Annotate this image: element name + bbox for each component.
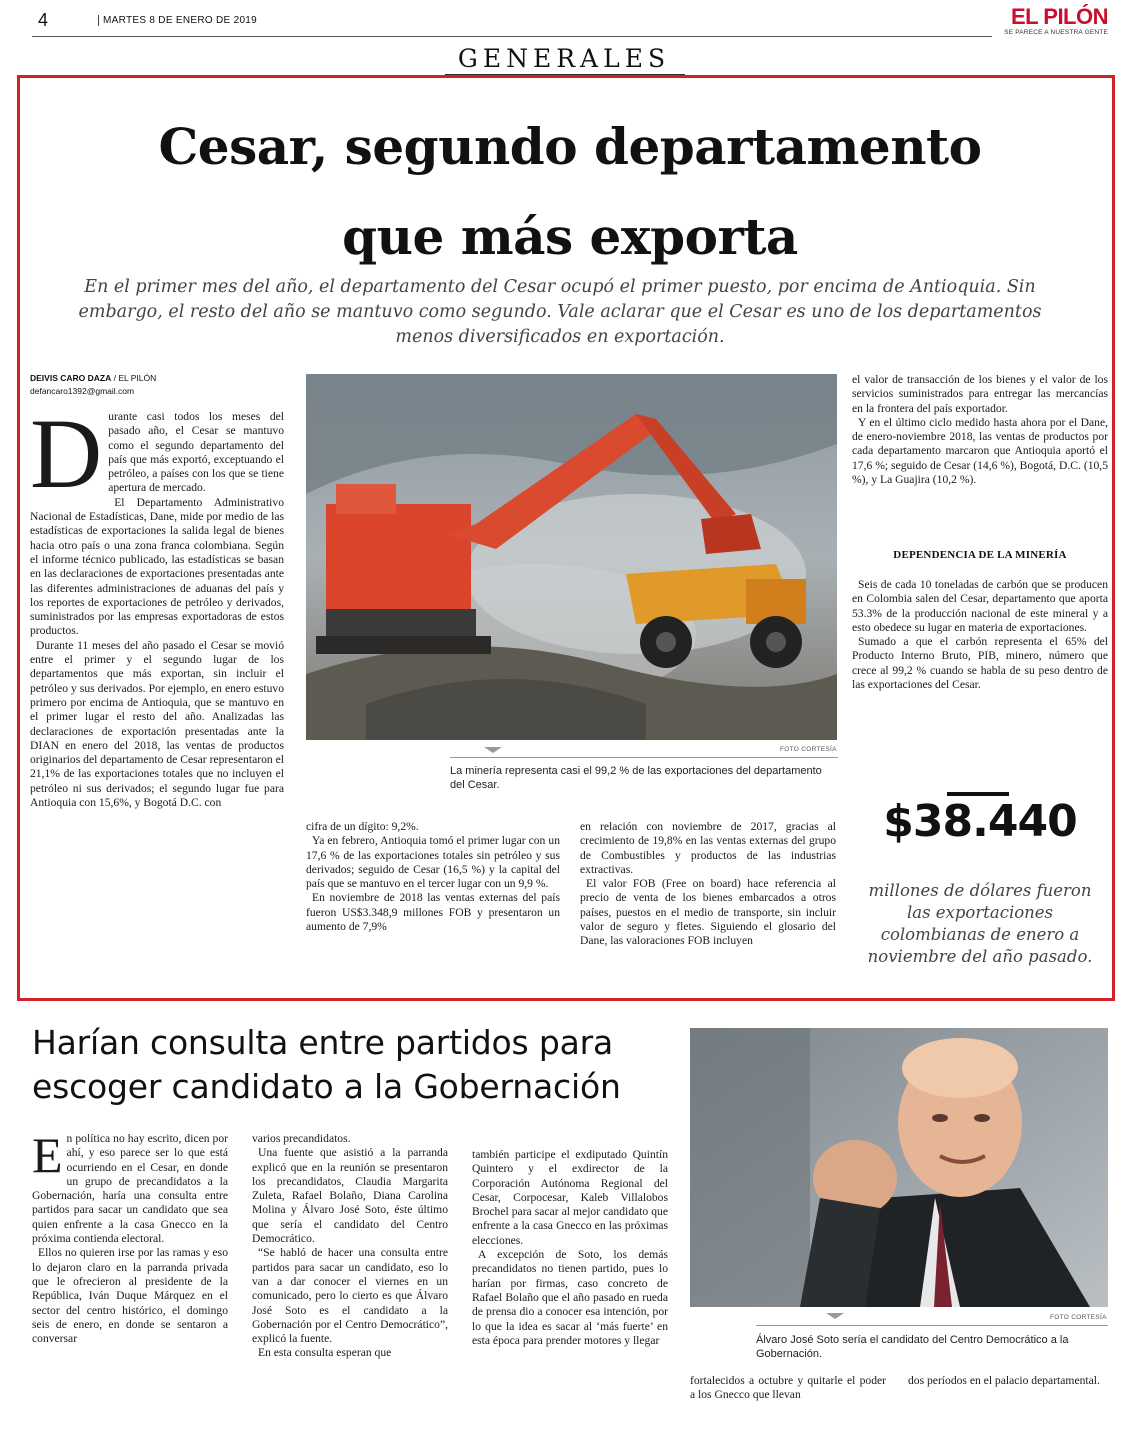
paragraph: en relación con noviembre de 2017, gracias al crecimiento de 19,8% en las ventas externas del grupo de Combustibles y productos de las industrias extractivas. — [580, 820, 836, 876]
page-header — [32, 4, 1108, 36]
paragraph: urante casi todos los meses del pasado año, el Cesar se mantuvo como el segundo departamento del país que más exportó, exceptuando el petróleo, a países con los que se tiene apertura de mercado. — [108, 410, 284, 495]
article1-column-4b — [852, 578, 1108, 692]
alvaro-soto-portrait-image — [690, 1028, 1108, 1307]
paragraph: Ellos no quieren irse por las ramas y eso lo dejaron claro en la parranda privada que le ofrecieron al presidente de la República, Iván Duque Márquez en el sector del centro histórico, el domingo seis de enero, en donde se sentaron a conversar — [32, 1246, 228, 1346]
article1-headline-line1: Cesar, segundo departamento — [158, 117, 982, 176]
caption-pointer-icon — [484, 747, 502, 753]
photo-caption: La minería representa casi el 99,2 % de las exportaciones del departamento del Cesar. — [450, 765, 822, 791]
paragraph: también participe el exdiputado Quintín Quintero y el exdirector de la Corporación Autónoma Regional del Cesar, Corpocesar, Kaleb Villalobos Brochel para sacar al mejor candidato que enfrente a la casa Gnecco en las próximas elecciones. — [472, 1148, 668, 1247]
article1-column-3 — [580, 820, 836, 949]
page-date: MARTES 8 DE ENERO DE 2019 — [98, 15, 257, 26]
big-stat-text: millones de dólares fueron las exportaciones colombianas de enero a noviembre del año pasado. — [867, 881, 1093, 966]
article1-column-4 — [852, 373, 1108, 487]
paragraph: dos períodos en el palacio departamental. — [908, 1374, 1100, 1387]
photo-caption-2: Álvaro José Soto sería el candidato del Centro Democrático a la Gobernación. — [756, 1334, 1069, 1360]
header-rule — [32, 36, 992, 37]
paragraph: El Departamento Administrativo Nacional de Estadísticas, Dane, mide por medio de las estadísticas de exportaciones la salida legal de bienes hacia otro país o una zona franca colombiana. Según el informe técnico publicado, las estadísticas se basan en las declaraciones de exportaciones presentadas ante las diferentes administraciones de aduanas del país y los reportes de exportaciones de petróleo y derivados, suministrados por las empresas exportadoras de estos productos. — [30, 495, 284, 638]
article2-column-2 — [252, 1132, 448, 1361]
article2-headline-line2: escoger candidato a la Gobernación — [32, 1067, 621, 1106]
paragraph: “Se habló de hacer una consulta entre partidos para sacar un candidato, eso lo van a dar conocer el viernes en un comunicado, pero lo cierto es que Álvaro José Soto es el candidato a la Gobernación por el Centro Democrático”, explicó la fuente. — [252, 1246, 448, 1346]
paragraph: Durante 11 meses del año pasado el Cesar se movió entre el primer y el segundo lugar de los departamentos que más exportan, sin incluir el petróleo y sus derivados. Por ejemplo, en enero estuvo primero por encima de Antioquia, que se mantuvo en el primer lugar el resto del año. Analizadas las declaraciones de exportación presentadas ante la DIAN en enero del 2018, las ventas de productos originarios del departamento de Cesar representaron el 21,1% de las exportaciones totales que no incluyen el petróleo ni sus derivados; el segundo lugar fue para Antioquia con 15,6%, y Bogotá D.C. con — [30, 638, 284, 810]
author-email: defancaro1392@gmail.com — [30, 386, 135, 396]
paragraph: el valor de transacción de los bienes y el valor de los servicios suministrados para entregar las mercancías en la frontera del país exportador. — [852, 373, 1108, 415]
dropcap: E — [32, 1127, 63, 1183]
politician-photo — [690, 1028, 1108, 1307]
paragraph: El valor FOB (Free on board) hace referencia al precio de venta de los bienes embarcados a otros países, puestos en el medio de transporte, sin incluir valor de seguro y fletes. Siguiendo el glosario del Dane, las valoraciones FOB incluyen — [580, 877, 836, 948]
section-title: GENERALES — [457, 44, 671, 73]
paragraph: Seis de cada 10 toneladas de carbón que se producen en Colombia salen del Cesar, departamento que aporta 53.3% de la producción nacional de este mineral y a esto obedece su lugar en materia de exportaciones. — [852, 578, 1108, 634]
page-number: 4 — [38, 10, 49, 30]
caption-rule — [450, 757, 838, 758]
paragraph: En esta consulta esperan que — [258, 1346, 392, 1360]
paragraph: varios precandidatos. — [252, 1132, 351, 1145]
article1-subhead: DEPENDENCIA DE LA MINERÍA — [893, 549, 1067, 561]
article2-column-4 — [690, 1374, 886, 1403]
article1-column-2 — [306, 820, 560, 934]
paragraph: Una fuente que asistió a la parranda explicó que en la reunión se presentaron los precandidatos, Claudia Margarita Zuleta, Rafael Bolaño, Diana Carolina Molina y Álvaro José Soto, éste último que sería el candidato del Centro Democrático. — [252, 1146, 448, 1246]
article2-column-5 — [908, 1374, 1108, 1388]
brand-slogan: SE PARECE A NUESTRA GENTE — [1004, 29, 1108, 36]
paragraph: A excepción de Soto, los demás precandidatos no tienen partido, pues lo harían por firmas, caso concreto de Rafael Bolaño que el año pasado en rueda de prensa dio a conocer esa intención, por lo que la idea es sacar al ‘más fuerte’ en esta época para prender motores y llegar — [472, 1248, 668, 1347]
photo-credit-2: FOTO CORTESÍA — [1050, 1314, 1107, 1321]
paragraph: cifra de un dígito: 9,2%. — [306, 820, 419, 833]
article2-headline-line1: Harían consulta entre partidos para — [32, 1023, 613, 1062]
caption-pointer-icon — [826, 1313, 844, 1319]
mining-photo — [306, 374, 837, 740]
paragraph: Y en el último ciclo medido hasta ahora por el Dane, de enero-noviembre 2018, las ventas de productos por cada departamento marcaron que Antioquia aportó el 17,6 %; seguido de Cesar (14,6 %), Bogotá, D.C. (10,5 %), y La Guajira (10,2 %). — [852, 415, 1108, 487]
big-stat-value: $38.440 — [883, 796, 1077, 847]
paragraph: Sumado a que el carbón representa el 65% del Producto Interno Bruto, PIB, minero, número que crece al 99,2 % cuando se habla de su peso dentro de las exportaciones del Cesar. — [852, 635, 1108, 692]
article2-column-1 — [32, 1127, 228, 1346]
paragraph: En noviembre de 2018 las ventas externas del país fueron US$3.348,9 millones FOB y presentaron un aumento de 7,9% — [306, 891, 560, 934]
article1-column-1 — [30, 398, 284, 810]
excavator-truck-image — [306, 374, 837, 740]
article1-deck: En el primer mes del año, el departamento del Cesar ocupó el primer puesto, por encima de Antioquia. Sin embargo, el resto del año se mantuvo como segundo. Vale aclarar que el Cesar es uno de los departamentos menos diversificados en exportación. — [78, 277, 1042, 347]
article1-byline — [30, 372, 156, 398]
author-name: DEIVIS CARO DAZA — [30, 373, 112, 383]
photo-credit: FOTO CORTESÍA — [780, 746, 837, 753]
author-org: / EL PILÓN — [111, 373, 157, 383]
article2-headline — [32, 1021, 682, 1109]
newspaper-logo — [1004, 6, 1108, 36]
paragraph: Ya en febrero, Antioquia tomó el primer lugar con un 17,6 % de las exportaciones totales sin petróleo y sus derivados; seguido de Cesar (16,5 %) y la capital del país que se mantuvo en el tercer lugar con un 9,9 %. — [306, 834, 560, 891]
brand-name: EL PILÓN — [1010, 4, 1108, 29]
dropcap: D — [30, 398, 103, 509]
article1-headline — [30, 102, 1110, 282]
caption-rule-2 — [756, 1325, 1108, 1326]
paragraph: n política no hay escrito, dicen por ahí, y eso parece ser lo que está ocurriendo en el Cesar, en donde un grupo de precandidatos a la Gobernación, haría una consulta entre partidos para sacar un candidato que sea quien enfrente a la casa Gnecco en la próxima contienda electoral. — [32, 1132, 228, 1246]
paragraph: fortalecidos a octubre y quitarle el poder a los Gnecco que llevan — [690, 1374, 886, 1402]
article1-headline-line2: que más exporta — [342, 207, 798, 266]
article2-column-3 — [472, 1148, 668, 1348]
